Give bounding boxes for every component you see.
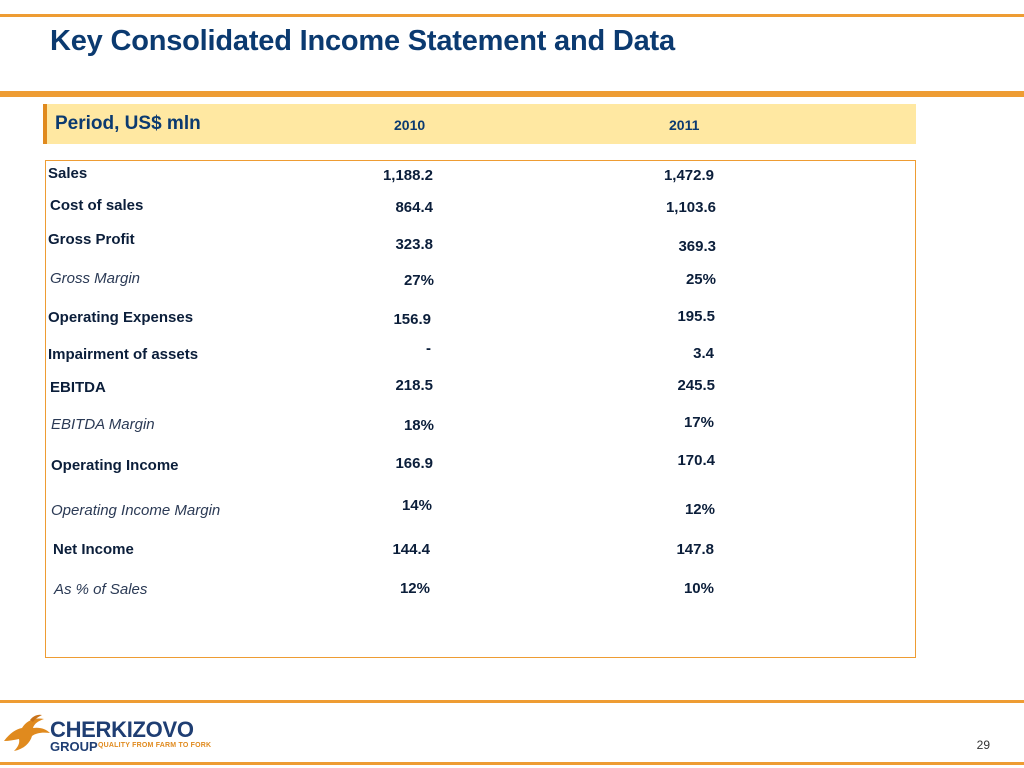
value-2011-as-pct-of-sales: 10% bbox=[683, 580, 714, 597]
row-label-impairment: Impairment of assets bbox=[48, 346, 199, 363]
value-2010-operating-income-margin: 14% bbox=[401, 497, 432, 514]
value-2011-cost-of-sales: 1,103.6 bbox=[665, 199, 716, 216]
value-2011-operating-income-margin: 12% bbox=[684, 501, 715, 518]
period-label: Period, US$ mln bbox=[55, 113, 201, 134]
page-title: Key Consolidated Income Statement and Data bbox=[50, 25, 675, 57]
top-rule bbox=[0, 14, 1024, 17]
row-label-operating-expenses: Operating Expenses bbox=[48, 309, 194, 326]
row-label-ebitda-margin: EBITDA Margin bbox=[51, 416, 155, 433]
value-2010-as-pct-of-sales: 12% bbox=[399, 580, 430, 597]
value-2010-operating-income: 166.9 bbox=[395, 455, 433, 472]
logo-tagline: QUALITY FROM FARM TO FORK bbox=[98, 742, 212, 749]
row-label-cost-of-sales: Cost of sales bbox=[50, 197, 144, 214]
value-2011-gross-profit: 369.3 bbox=[678, 238, 716, 255]
company-logo bbox=[0, 709, 220, 757]
logo-group-label: GROUP bbox=[50, 739, 98, 754]
row-label-ebitda: EBITDA bbox=[50, 379, 106, 396]
value-2011-impairment: 3.4 bbox=[693, 345, 714, 362]
value-2011-ebitda-margin: 17% bbox=[683, 414, 714, 431]
value-2010-ebitda-margin: 18% bbox=[403, 417, 434, 434]
row-label-gross-margin: Gross Margin bbox=[50, 270, 141, 287]
value-2010-net-income: 144.4 bbox=[392, 541, 430, 558]
rooster-icon bbox=[0, 711, 52, 755]
page-number: 29 bbox=[976, 738, 990, 752]
value-2011-ebitda: 245.5 bbox=[677, 377, 715, 394]
row-label-gross-profit: Gross Profit bbox=[48, 231, 135, 248]
value-2010-gross-margin: 27% bbox=[403, 272, 434, 289]
year-2010-header: 2010 bbox=[394, 117, 426, 133]
row-label-operating-income-margin: Operating Income Margin bbox=[51, 502, 221, 519]
logo-wordmark: CHERKIZOVO bbox=[50, 717, 194, 742]
year-2011-header: 2011 bbox=[669, 117, 700, 133]
value-2010-gross-profit: 323.8 bbox=[395, 236, 433, 253]
footer-rule-bottom bbox=[0, 762, 1024, 765]
header-accent-bar bbox=[43, 104, 47, 144]
value-2010-cost-of-sales: 864.4 bbox=[395, 199, 433, 216]
row-label-sales: Sales bbox=[48, 165, 88, 182]
value-2011-operating-income: 170.4 bbox=[677, 452, 715, 469]
value-2010-operating-expenses: 156.9 bbox=[393, 311, 431, 328]
value-2010-impairment: - bbox=[426, 340, 431, 357]
row-label-as-pct-of-sales: As % of Sales bbox=[54, 581, 148, 598]
value-2011-sales: 1,472.9 bbox=[663, 167, 714, 184]
value-2011-gross-margin: 25% bbox=[685, 271, 716, 288]
footer-rule-top bbox=[0, 700, 1024, 703]
value-2011-net-income: 147.8 bbox=[676, 541, 714, 558]
row-label-net-income: Net Income bbox=[53, 541, 134, 558]
value-2010-ebitda: 218.5 bbox=[395, 377, 433, 394]
value-2011-operating-expenses: 195.5 bbox=[677, 308, 715, 325]
income-statement-table bbox=[45, 160, 916, 658]
row-label-operating-income: Operating Income bbox=[51, 457, 179, 474]
title-underline-rule bbox=[0, 91, 1024, 97]
value-2010-sales: 1,188.2 bbox=[382, 167, 433, 184]
